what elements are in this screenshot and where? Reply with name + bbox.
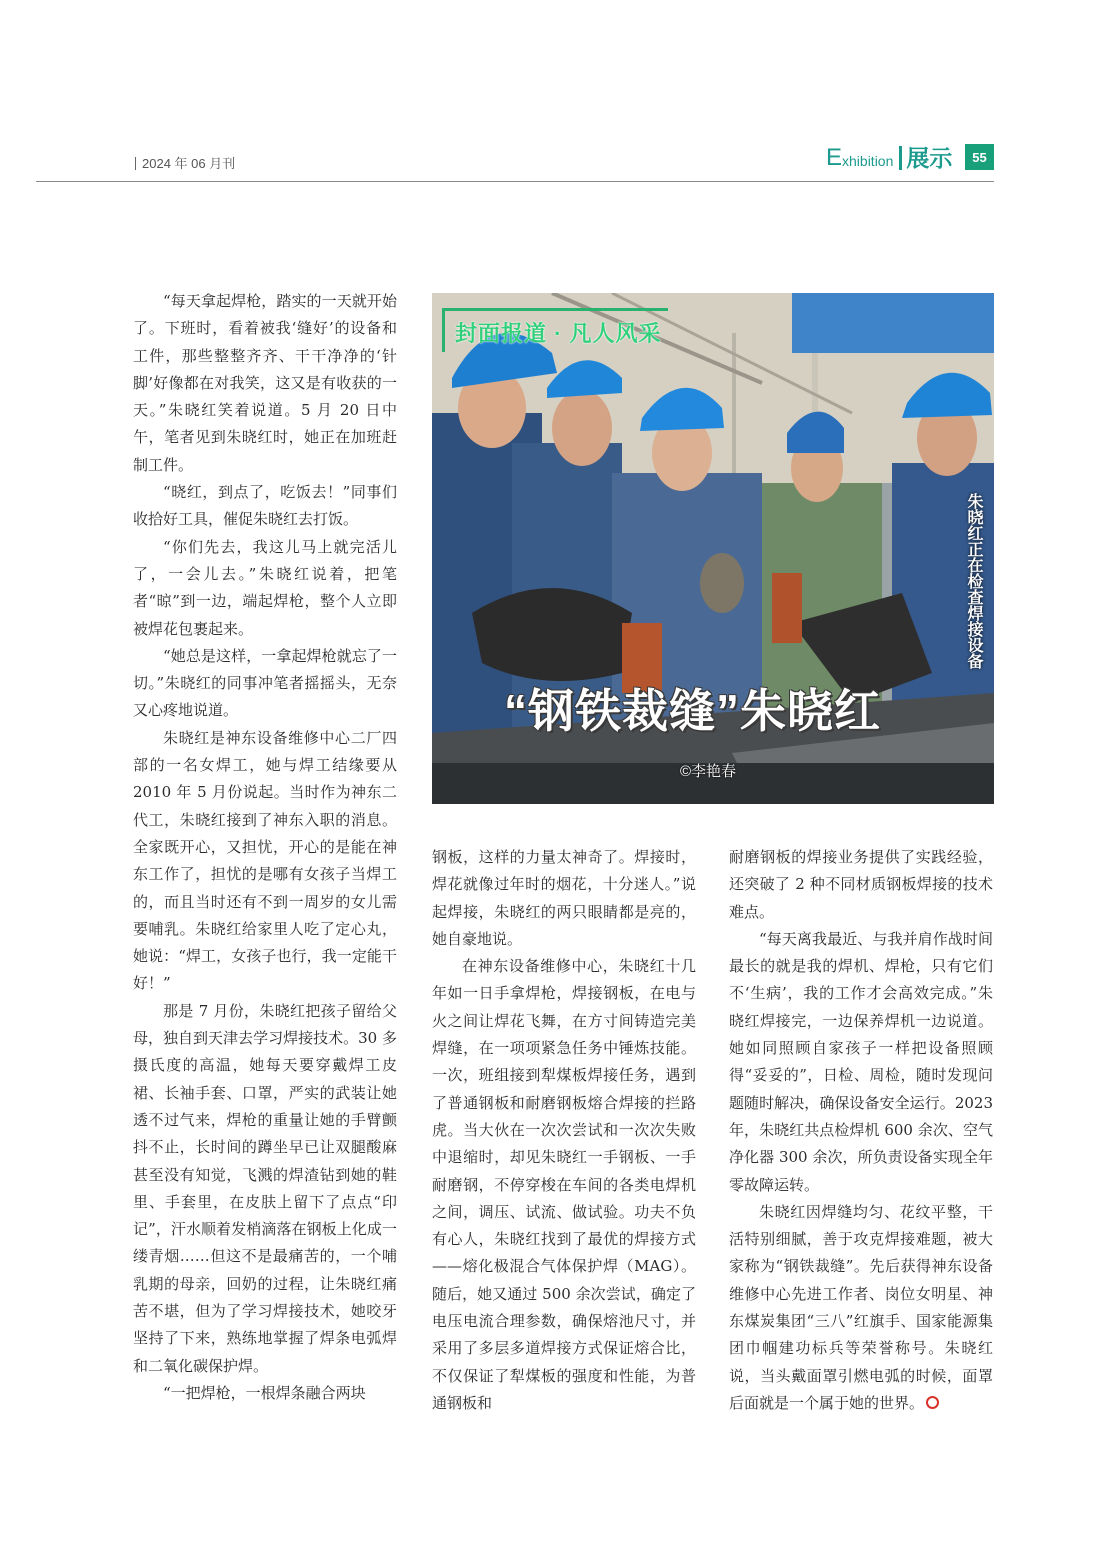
cover-story-tag: 封面报道 · 凡人风采 xyxy=(442,308,668,352)
paragraph: 耐磨钢板的焊接业务提供了实践经验，还突破了 2 种不同材质钢板焊接的技术难点。 xyxy=(729,848,993,921)
section-en-initial: E xyxy=(826,144,843,171)
cover-photo xyxy=(432,293,994,804)
section-zh: 展示 xyxy=(906,144,953,171)
article-column-2 xyxy=(432,844,696,1417)
issue-date xyxy=(135,153,235,172)
issue-date-text: 2024 年 06 月刊 xyxy=(142,156,236,171)
paragraph: 钢板，这样的力量太神奇了。焊接时，焊花就像过年时的烟花，十分迷人。”说起焊接，朱晓红的两只眼睛都是亮的，她自豪地说。 xyxy=(432,848,696,948)
article-column-3 xyxy=(729,844,993,1417)
paragraph: “晓红，到点了，吃饭去！”同事们收拾好工具，催促朱晓红去打饭。 xyxy=(133,483,397,529)
page-number: 55 xyxy=(965,144,994,170)
photo-caption: 朱晓红正在检查焊接设备 xyxy=(965,493,982,669)
paragraph: 在神东设备维修中心，朱晓红十几年如一日手拿焊枪，焊接钢板，在电与火之间让焊花飞舞，在方寸间铸造完美焊缝，在一项项紧急任务中锤炼技能。一次，班组接到犁煤板焊接任务，遇到了普通钢板和耐磨钢板熔合焊接的拦路虎。当大伙在一次次尝试和一次次失败中退缩时，却见朱晓红一手钢板、一手耐磨钢，不停穿梭在车间的各类电焊机之间，调压、试流、做试验。功夫不负有心人，朱晓红找到了最优的焊接方式——熔化极混合气体保护焊（MAG）。随后，她又通过 500 余次尝试，确定了电压电流合理参数，确保熔池尺寸，并采用了多层多道焊接方式保证熔合比，不仅保证了犁煤板的强度和性能，为普通钢板和 xyxy=(432,957,696,1412)
header-rule xyxy=(36,181,994,182)
photo-credit: ©李艳春 xyxy=(680,763,737,780)
article-column-1 xyxy=(133,288,397,1407)
issue-divider xyxy=(135,157,136,170)
paragraph: 朱晓红是神东设备维修中心二厂四部的一名女焊工，她与焊工结缘要从 2010 年 5 月份说起。当时作为神东二代工，朱晓红接到了神东入职的消息。全家既开心，又担忧，开心的是能在神东工作了，担忧的是哪有女孩子当焊工的，而且当时还有不到一周岁的女儿需要哺乳。朱晓红给家里人吃了定心丸，她说：“焊工，女孩子也行，我一定能干好！” xyxy=(133,728,397,993)
paragraph: “她总是这样，一拿起焊枪就忘了一切。”朱晓红的同事冲笔者摇摇头，无奈又心疼地说道。 xyxy=(133,646,397,720)
paragraph-text: 朱晓红因焊缝均匀、花纹平整，干活特别细腻，善于攻克焊接难题，被大家称为“钢铁裁缝”。先后获得神东设备维修中心先进工作者、岗位女明星、神东煤炭集团“三八”红旗手、国家能源集团巾帼建功标兵等荣誉称号。朱晓红说，当头戴面罩引燃电弧的时候，面罩后面就是一个属于她的世界。 xyxy=(729,1202,993,1412)
paragraph: “每天离我最近、与我并肩作战时间最长的就是我的焊机、焊枪，只有它们不‘生病’，我的工作才会高效完成。”朱晓红焊接完，一边保养焊机一边说道。她如同照顾自家孩子一样把设备照顾得“妥妥的”，日检、周检，随时发现问题随时解决，确保设备安全运行。2023 年，朱晓红共点检焊机 600 余次、空气净化器 300 余次，所负责设备实现全年零故障运转。 xyxy=(729,929,993,1194)
end-mark-icon xyxy=(926,1396,939,1409)
article-title: “钢铁裁缝”朱晓红 xyxy=(504,685,881,737)
paragraph xyxy=(729,1199,993,1417)
paragraph: “你们先去，我这儿马上就完活儿了，一会儿去。”朱晓红说着，把笔者“晾”到一边，端起焊枪，整个人立即被焊花包裹起来。 xyxy=(133,537,397,638)
paragraph: “每天拿起焊枪，踏实的一天就开始了。下班时，看着被我‘缝好’的设备和工件，那些整整齐齐、干干净净的‘针脚’好像都在对我笑，这又是有收获的一天。”朱晓红笑着说道。5 月 20 日中午，笔者见到朱晓红时，她正在加班赶制工件。 xyxy=(133,292,397,474)
paragraph: “一把焊枪，一根焊条融合两块 xyxy=(163,1383,366,1402)
paragraph: 那是 7 月份，朱晓红把孩子留给父母，独自到天津去学习焊接技术。30 多摄氏度的高温，她每天要穿戴焊工皮裙、长袖手套、口罩，严实的武装让她透不过气来，焊枪的重量让她的手臂颤抖不止，长时间的蹲坐早已让双腿酸麻甚至没有知觉，飞溅的焊渣钻到她的鞋里、手套里，在皮肤上留下了点点“印记”，汗水顺着发梢滴落在钢板上化成一缕青烟……但这不是最痛苦的，一个哺乳期的母亲，回奶的过程，让朱晓红痛苦不堪，但为了学习焊接技术，她咬牙坚持了下来，熟练地掌握了焊条电弧焊和二氧化碳保护焊。 xyxy=(133,1001,397,1375)
section-divider xyxy=(899,146,902,170)
section-en-rest: xhibition xyxy=(842,153,894,169)
section-label xyxy=(826,144,952,172)
